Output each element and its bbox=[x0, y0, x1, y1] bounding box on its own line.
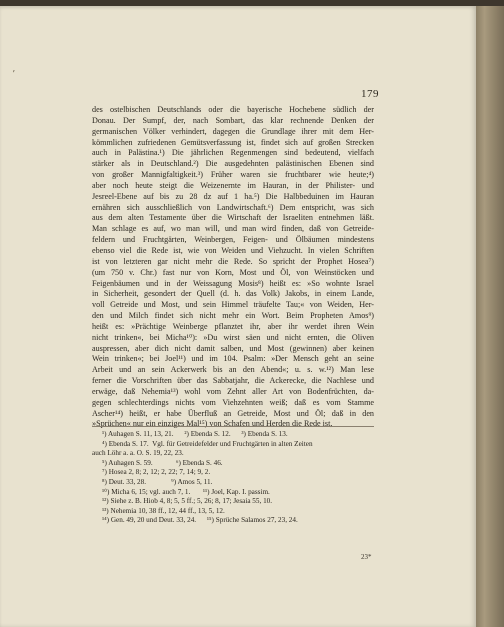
body-line: germanischen Völker verhindert, dagegen die Grundlage ihrer mit dem Her- bbox=[92, 126, 374, 136]
footnote-line: auch Löhr a. a. O. S. 19, 22, 23. bbox=[92, 449, 184, 458]
body-line: des ostelbischen Deutschlands oder die bayerische Hochebene südlich der bbox=[92, 105, 374, 114]
body-line: aber noch heute steigt die Weizenernte im Hauran, in der Philister- und bbox=[92, 180, 374, 190]
footnote-line: ⁷) Hosea 2, 8; 2, 12; 2, 22; 7, 14; 9, 2. bbox=[102, 468, 211, 477]
footnote-line: ⁴) Ebenda S. 17. Vgl. für Getreidefelder und Fruchtgärten in alten Zeiten bbox=[102, 439, 313, 448]
page-number: 179 bbox=[361, 88, 379, 100]
footnote-line: ¹²) Siehe z. B. Hiob 4, 8; 5, 5 ff.; 5, 26; 8, 17; Jesaia 55, 10. bbox=[102, 497, 273, 506]
body-line: Man schlage es auf, wo man will, und man wird finden, daß von Getreide- bbox=[92, 224, 374, 234]
body-line: kömmlichen zufriedenen Gemütsverfassung ist, findet sich auf großen Strecken bbox=[92, 137, 374, 147]
footnote-line: ¹) Auhagen S. 11, 13, 21. ²) Ebenda S. 12. ³) Ebenda S. 13. bbox=[102, 430, 288, 438]
body-line: in Sicherheit, gesondert der Quell (d. h. das Volk) Jakobs, in einem Lande, bbox=[92, 289, 374, 299]
body-line: Wein trinken«; bei Joel¹¹) und im 104. Psalm: »Der Mensch geht an seine bbox=[92, 354, 374, 364]
printer-signature: 23* bbox=[361, 553, 372, 561]
body-line: aus dem alten Testamente über die Wirtschaft der Israeliten entnehmen läßt. bbox=[92, 213, 374, 223]
body-line: voll Getreide und Most, und sein Himmel träufelte Tau;« von Weiden, Her- bbox=[92, 300, 374, 310]
body-line: heißt es: »Prächtige Weinberge pflanztet ihr, aber ihr werdet ihren Wein bbox=[92, 321, 374, 331]
body-line: Donau. Der Sumpf, der, nach Sombart, das klar rechnende Denken der bbox=[92, 115, 374, 125]
body-line: feldern und Fruchtgärten, Weinbergen, Feigen- und Ölbäumen mindestens bbox=[92, 235, 374, 245]
body-line: von großer Mannigfaltigkeit.³) Früher waren sie fruchtbarer wie heute;⁴) bbox=[92, 170, 374, 180]
body-line: auch in Palästina.¹) Die jährlichen Regenmengen sind bedeutend, vielfach bbox=[92, 148, 374, 158]
body-line: ernähren sich ausschließlich von Landwirtschaft.⁶) Dem entspricht, was sich bbox=[92, 202, 374, 212]
footnote-rule bbox=[92, 426, 374, 427]
body-line: nicht trinken«, bei Micha¹⁰): »Du wirst säen und nicht ernten, die Oliven bbox=[92, 332, 374, 342]
footnote-line: ⁵) Auhagen S. 59. ⁶) Ebenda S. 46. bbox=[102, 458, 223, 467]
body-line: Arbeit und an sein Ackerwerk bis an den Abend«; u. s. w.¹²) Man lese bbox=[92, 365, 374, 375]
body-line: »Sprüchen« nur ein einziges Mal¹⁵) von Schafen und Herden die Rede ist, bbox=[92, 419, 333, 429]
footnote-line: ¹⁴) Gen. 49, 20 und Deut. 33, 24. ¹⁵) Sprüche Salamos 27, 23, 24. bbox=[102, 516, 298, 525]
body-text bbox=[92, 105, 374, 430]
footnote-line: ⁸) Deut. 33, 28. ⁹) Amos 5, 11. bbox=[102, 477, 213, 486]
footnote-line: ¹⁰) Micha 6, 15; vgl. auch 7, 1. ¹¹) Joel, Kap. I. passim. bbox=[102, 487, 270, 496]
footnotes bbox=[92, 430, 374, 526]
body-line: Jesreel-Ebene auf bis zu 28 dz auf 1 ha.⁵) Die Halbbeduinen im Hauran bbox=[92, 191, 374, 201]
body-line: stärker als in Deutschland.²) Die ausgedehnten palästinischen Ebenen sind bbox=[92, 159, 374, 169]
body-line: ist von letzteren gar nicht mehr die Rede. So spricht der Prophet Hosea⁷) bbox=[92, 256, 374, 266]
body-line: Ascher¹⁴) heißt, er habe Überfluß an Getreide, Most und Öl; daß in den bbox=[92, 408, 374, 418]
body-line: (um 750 v. Chr.) fast nur von Korn, Most und Öl, von Weinstöcken und bbox=[92, 267, 374, 277]
page-edge bbox=[476, 6, 504, 627]
body-line: auspressen, aber dich nicht damit salben, und Most (gewinnen) aber keinen bbox=[92, 343, 374, 353]
body-line: den und Milch findet sich nicht mehr ein Wort. Beim Propheten Amos⁹) bbox=[92, 311, 374, 321]
body-line: gegen schlechterdings nichts vom Viehzehnten weiß; daß es vom Stamme bbox=[92, 397, 374, 407]
body-line: Feigenbäumen und in der Weissagung Mosis⁸) heißt es: »So wohnte Israel bbox=[92, 278, 374, 288]
body-line: ebenso viel die Rede ist, wie von Weiden und Viehzucht. In vielen Schriften bbox=[92, 245, 374, 255]
margin-mark: ʼ bbox=[12, 70, 15, 80]
body-line: ferner die Vorschriften über das Sabbatjahr, die Ackerecke, die Nachlese und bbox=[92, 376, 374, 386]
body-line: erwäge, daß Nehemia¹³) wohl vom Zehnt aller Art von Bodenfrüchten, da- bbox=[92, 386, 374, 396]
footnote-line: ¹³) Nehemia 10, 38 ff., 12, 44 ff., 13, 5, 12. bbox=[102, 506, 225, 515]
